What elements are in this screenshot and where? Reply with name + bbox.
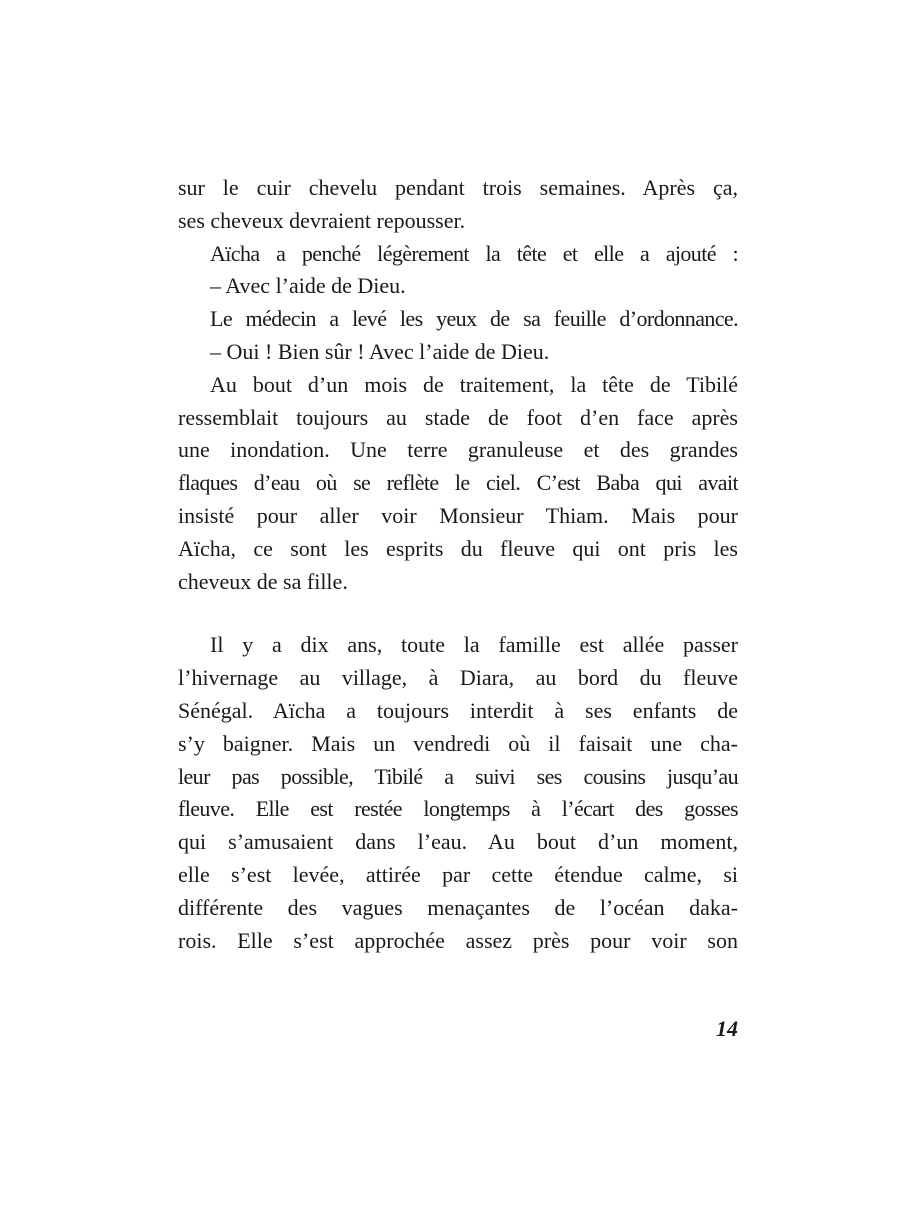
text-line: Aïcha a penché légèrement la tête et elle a ajouté : bbox=[210, 240, 738, 266]
text-line: Au bout d’un mois de traitement, la tête de Tibilé bbox=[210, 371, 738, 397]
text-line: fleuve. Elle est restée longtemps à l’écart des gosses bbox=[178, 796, 738, 822]
text-line: Le médecin a levé les yeux de sa feuille d’ordonnance. bbox=[210, 306, 738, 332]
text-line: différente des vagues menaçantes de l’océan daka- bbox=[178, 894, 738, 920]
text-line: qui s’amusaient dans l’eau. Au bout d’un moment, bbox=[178, 829, 738, 855]
text-line: insisté pour aller voir Monsieur Thiam. Mais pour bbox=[178, 502, 738, 528]
paragraph bbox=[178, 238, 738, 271]
text-line: cheveux de sa fille. bbox=[178, 568, 348, 594]
text-line: Il y a dix ans, toute la famille est allée passer bbox=[210, 632, 738, 658]
text-line: rois. Elle s’est approchée assez près pour voir son bbox=[178, 927, 738, 953]
page-number: 14 bbox=[716, 1016, 738, 1041]
text-line: – Oui ! Bien sûr ! Avec l’aide de Dieu. bbox=[210, 338, 550, 364]
paragraph bbox=[178, 629, 738, 957]
paragraph bbox=[178, 172, 738, 238]
paragraph bbox=[178, 303, 738, 336]
paragraph bbox=[178, 270, 738, 303]
text-line: sur le cuir chevelu pendant trois semaines. Après ça, bbox=[178, 175, 738, 200]
paragraph bbox=[178, 369, 738, 599]
text-line: ressemblait toujours au stade de foot d’en face après bbox=[178, 404, 738, 430]
text-line: Aïcha, ce sont les esprits du fleuve qui ont pris les bbox=[178, 535, 738, 561]
text-line: flaques d’eau où se reflète le ciel. C’est Baba qui avait bbox=[178, 470, 738, 496]
text-line: Sénégal. Aïcha a toujours interdit à ses enfants de bbox=[178, 697, 738, 723]
text-line: s’y baigner. Mais un vendredi où il faisait une cha- bbox=[178, 730, 738, 756]
text-line: – Avec l’aide de Dieu. bbox=[210, 273, 406, 299]
text-line: une inondation. Une terre granuleuse et des grandes bbox=[178, 437, 738, 463]
text-line: l’hivernage au village, à Diara, au bord du fleuve bbox=[178, 665, 738, 691]
text-line: ses cheveux devraient repousser. bbox=[178, 207, 466, 233]
paragraph bbox=[178, 336, 738, 369]
text-line: elle s’est levée, attirée par cette étendue calme, si bbox=[178, 861, 738, 887]
page-text bbox=[178, 172, 738, 957]
text-line: leur pas possible, Tibilé a suivi ses cousins jusqu’au bbox=[178, 763, 738, 789]
